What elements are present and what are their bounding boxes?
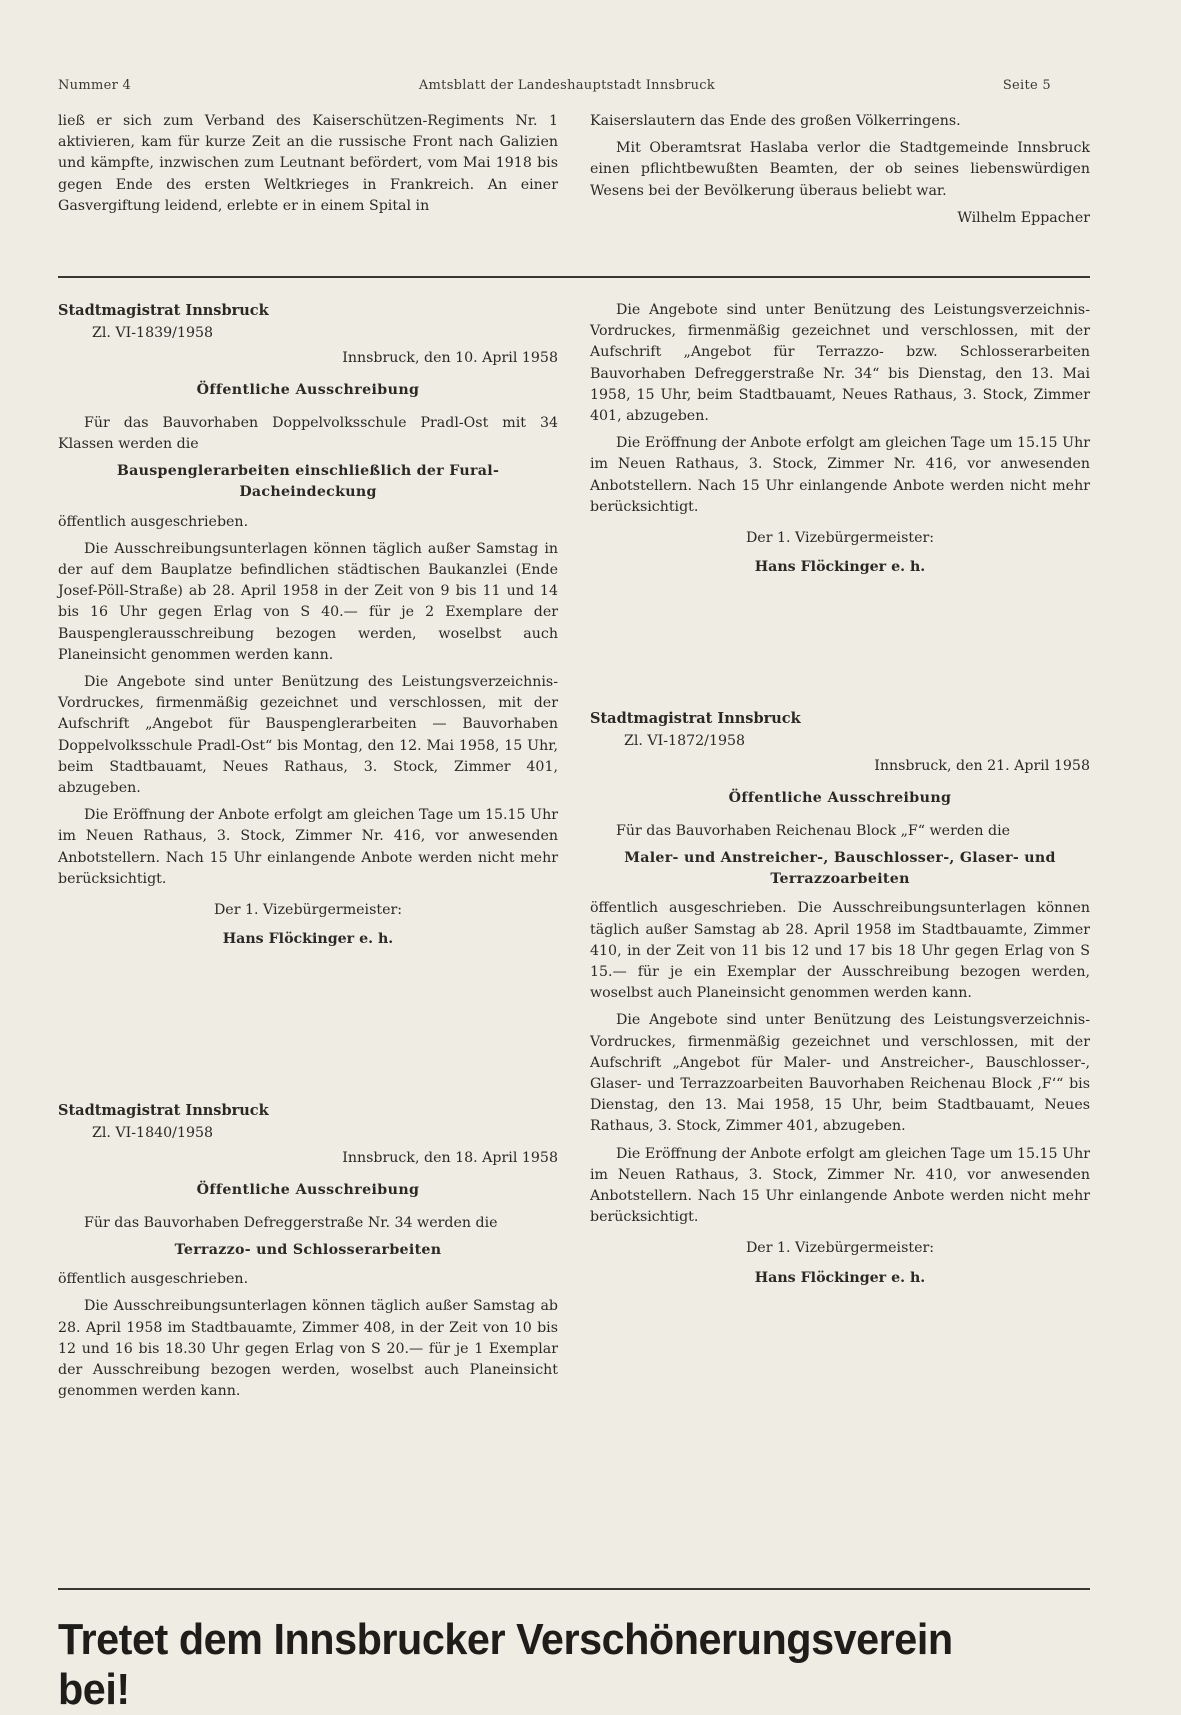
notice-1-heading: Öffentliche Ausschreibung (196, 381, 420, 398)
notice-3-signer: Hans Flöckinger e. h. (754, 1269, 926, 1286)
notice-2-ref: Zl. VI-1840/1958 (92, 1125, 214, 1142)
notice-1-para-3: Die Eröffnung der Anbote erfolgt am gleichen Tage um 15.15 Uhr im Neuen Rathaus, 3. Stock, Zimmer Nr. 416, vor anwesenden Anbotstellern. Nach 15 Uhr einlangende Anbote werden nicht mehr berücksichtigt. (58, 807, 558, 887)
notice-2-heading: Öffentliche Ausschreibung (196, 1181, 420, 1198)
section-divider (58, 276, 1090, 278)
page-number: Seite 5 (1002, 78, 1051, 93)
notice-2-after: öffentlich ausgeschrieben. (58, 1271, 249, 1288)
notice-2-para-2: Die Angebote sind unter Benützung des Leistungsverzeichnis-Vordruckes, firmenmäßig gezeichnet und verschlossen, mit der Aufschrift „Angebot für Terrazzo- bzw. Schlosserarbeiten Bauvorhaben Defreggerstraße Nr. 34“ bis Dienstag, den 13. Mai 1958, 15 Uhr, beim Stadtbauamt, Neues Rathaus, 3. Stock, Zimmer 401, abzugeben. (590, 302, 1090, 425)
obituary-text-cont: Kaiserslautern das Ende des großen Völkerringens. (590, 113, 961, 129)
notice-2-signer: Hans Flöckinger e. h. (754, 559, 926, 576)
notice-3-subject: Maler- und Anstreicher-, Bauschlosser-, Glaser- und Terrazzoarbeiten (624, 850, 1056, 888)
notice-2-intro: Für das Bauvorhaben Defreggerstraße Nr. 34 werden die (84, 1214, 498, 1231)
obituary-right (590, 111, 1090, 229)
obituary-left (58, 111, 558, 223)
notice-2-subject: Terrazzo- und Schlosserarbeiten (174, 1242, 442, 1259)
notice-3-para-1: öffentlich ausgeschrieben. Die Ausschreibungsunterlagen können täglich außer Samstag ab 28. April 1958 im Stadtbauamte, Zimmer 410, in der Zeit von 11 bis 12 und 17 bis 18 Uhr gegen Erlag von S 15.— für je ein Exemplar der Ausschreibung bezogen werden, woselbst auch Planeinsicht genommen werden kann. (590, 900, 1090, 1002)
notice-1 (58, 300, 558, 950)
notice-3-org: Stadtmagistrat Innsbruck (590, 710, 801, 727)
notice-2-continued (590, 300, 1090, 578)
obituary-author: Wilhelm Eppacher (957, 209, 1090, 226)
notice-1-signer-role: Der 1. Vizebürgermeister: (213, 902, 403, 919)
notice-3-ref: Zl. VI-1872/1958 (624, 733, 746, 750)
notice-3-signer-role: Der 1. Vizebürgermeister: (745, 1240, 935, 1257)
notice-2-signer-role: Der 1. Vizebürgermeister: (745, 530, 935, 547)
notice-1-signer: Hans Flöckinger e. h. (222, 931, 394, 948)
notice-1-subject: Bauspenglerarbeiten einschließlich der Fural-Dacheindeckung (116, 463, 500, 501)
obituary-closing: Mit Oberamtsrat Haslaba verlor die Stadtgemeinde Innsbruck einen pflichtbewußten Beamten, der ob seines liebenswürdigen Wesens bei der Bevölkerung überaus beliebt war. (590, 140, 1090, 199)
notice-3-date: Innsbruck, den 21. April 1958 (874, 758, 1090, 775)
notice-2-org: Stadtmagistrat Innsbruck (58, 1102, 269, 1119)
notice-2-para-1: Die Ausschreibungsunterlagen können täglich außer Samstag ab 28. April 1958 im Stadtbauamte, Zimmer 408, in der Zeit von 10 bis 12 und 16 bis 18.30 Uhr gegen Erlag von S 20.— für je 1 Exemplar der Ausschreibung bezogen werden, woselbst auch Planeinsicht genommen werden kann. (58, 1298, 558, 1400)
slogan-banner: Tretet dem Innsbrucker Verschönerungsverein bei! (58, 1615, 953, 1714)
notice-1-ref: Zl. VI-1839/1958 (92, 325, 214, 342)
notice-2 (58, 1100, 558, 1408)
notice-3-intro: Für das Bauvorhaben Reichenau Block „F“ werden die (616, 822, 1011, 839)
notice-3 (590, 708, 1090, 1289)
publication-title: Amtsblatt der Landeshauptstadt Innsbruck (418, 78, 716, 93)
notice-2-para-3: Die Eröffnung der Anbote erfolgt am gleichen Tage um 15.15 Uhr im Neuen Rathaus, 3. Stock, Zimmer Nr. 416, vor anwesenden Anbotstellern. Nach 15 Uhr einlangende Anbote werden nicht mehr berücksichtigt. (590, 435, 1090, 515)
notice-1-para-1: Die Ausschreibungsunterlagen können täglich außer Samstag in der auf dem Bauplatze befindlichen städtischen Baukanzlei (Ende Josef-Pöll-Straße) ab 28. April 1958 in der Zeit von 9 bis 11 und 14 bis 16 Uhr gegen Erlag von S 40.— für je 2 Exemplare der Bauspenglerausschreibung bezogen werden, woselbst auch Planeinsicht genommen werden kann. (58, 540, 558, 663)
slogan-divider (58, 1588, 1090, 1590)
notice-2-date: Innsbruck, den 18. April 1958 (342, 1150, 558, 1167)
notice-3-heading: Öffentliche Ausschreibung (728, 789, 952, 806)
notice-3-para-2: Die Angebote sind unter Benützung des Leistungsverzeichnis-Vordruckes, firmenmäßig gezeichnet und verschlossen, mit der Aufschrift „Angebot für Maler- und Anstreicher-, Bauschlosser-, Glaser- und Terrazzoarbeiten Bauvorhaben Reichenau Block ‚F‘“ bis Dienstag, den 13. Mai 1958, 15 Uhr, beim Stadtbauamt, Neues Rathaus, 3. Stock, Zimmer 401, abzugeben. (590, 1012, 1090, 1135)
issue-number: Nummer 4 (58, 78, 132, 93)
notice-1-after: öffentlich ausgeschrieben. (58, 513, 249, 530)
page-header (58, 78, 1051, 93)
notice-3-para-3: Die Eröffnung der Anbote erfolgt am gleichen Tage um 15.15 Uhr im Neuen Rathaus, 3. Stock, Zimmer Nr. 410, vor anwesenden Anbotstellern. Nach 15 Uhr einlangende Anbote werden nicht mehr berücksichtigt. (590, 1145, 1090, 1226)
notice-1-intro: Für das Bauvorhaben Doppelvolksschule Pradl-Ost mit 34 Klassen werden die (58, 414, 558, 453)
notice-1-date: Innsbruck, den 10. April 1958 (342, 350, 558, 367)
obituary-text: ließ er sich zum Verband des Kaiserschützen-Regiments Nr. 1 aktivieren, kam für kurze Zeit an die russische Front nach Galizien und kämpfte, inzwischen zum Leutnant befördert, vom Mai 1918 bis gegen Ende des ersten Weltkrieges in Frankreich. An einer Gasvergiftung leidend, erlebte er in einem Spital in (58, 113, 558, 214)
notice-1-org: Stadtmagistrat Innsbruck (58, 302, 269, 319)
notice-1-para-2: Die Angebote sind unter Benützung des Leistungsverzeichnis-Vordruckes, firmenmäßig gezeichnet und verschlossen, mit der Aufschrift „Angebot für Bauspenglerarbeiten — Bauvorhaben Doppelvolksschule Pradl-Ost“ bis Montag, den 12. Mai 1958, 15 Uhr, beim Stadtbauamt, Neues Rathaus, 3. Stock, Zimmer 401, abzugeben. (58, 674, 558, 797)
